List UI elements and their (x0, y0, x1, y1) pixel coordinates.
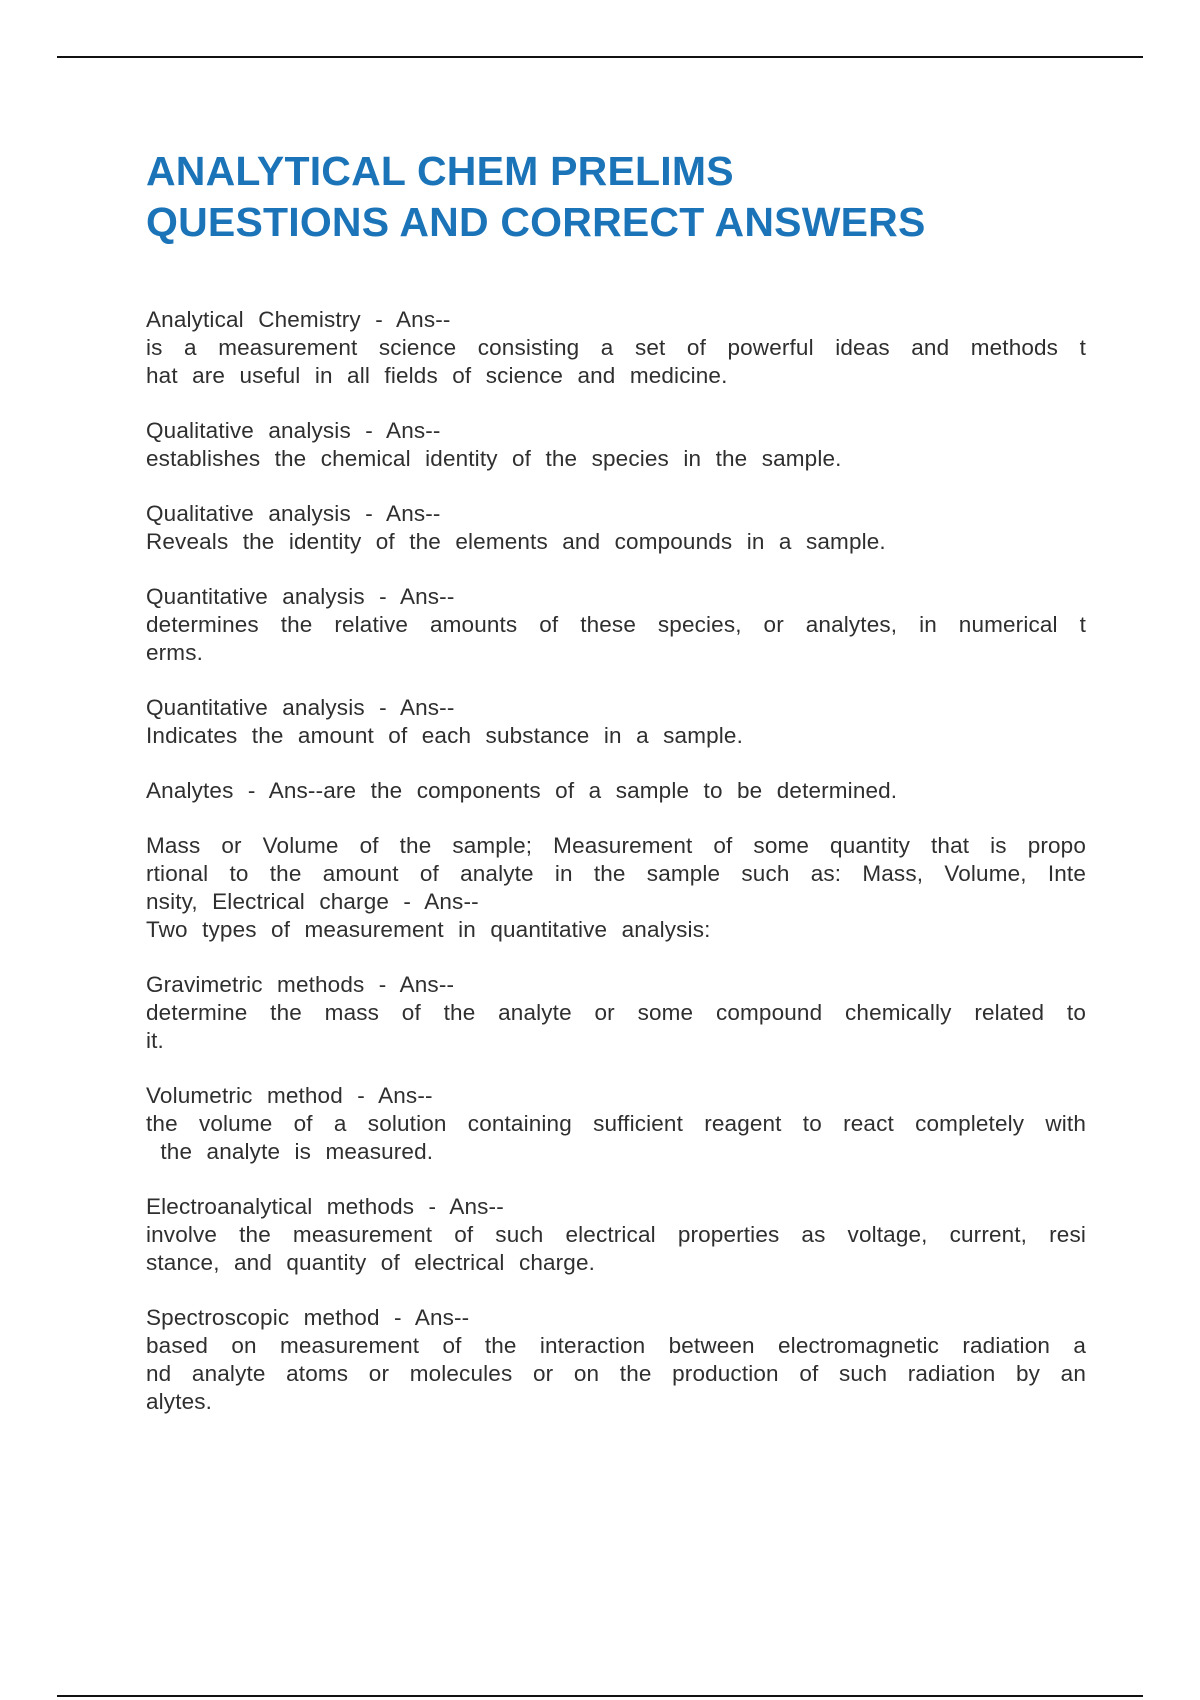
qa-line: determines the relative amounts of these species, or analytes, in numerical t (146, 612, 1086, 637)
qa-line: nd analyte atoms or molecules or on the production of such radiation by an (146, 1361, 1086, 1386)
qa-line: Quantitative analysis - Ans-- (146, 695, 455, 720)
footer-rule (57, 1695, 1143, 1697)
title-line: ANALYTICAL CHEM PRELIMS (146, 148, 734, 194)
qa-line: Qualitative analysis - Ans-- (146, 418, 441, 443)
qa-line: the analyte is measured. (146, 1139, 434, 1164)
qa-line: involve the measurement of such electrical properties as voltage, current, resi (146, 1222, 1086, 1247)
qa-entry (146, 777, 1086, 805)
qa-line: Mass or Volume of the sample; Measurement of some quantity that is propo (146, 833, 1086, 858)
qa-entry (146, 417, 1086, 473)
qa-line: erms. (146, 640, 203, 665)
title-line: QUESTIONS AND CORRECT ANSWERS (146, 199, 926, 245)
qa-line: determine the mass of the analyte or some compound chemically related to (146, 1000, 1086, 1025)
qa-entry (146, 1193, 1086, 1277)
qa-line: Gravimetric methods - Ans-- (146, 972, 455, 997)
qa-line: stance, and quantity of electrical charge. (146, 1250, 596, 1275)
qa-line: Volumetric method - Ans-- (146, 1083, 433, 1108)
qa-entry (146, 971, 1086, 1055)
qa-line: the volume of a solution containing sufficient reagent to react completely with (146, 1111, 1086, 1136)
document-body (146, 146, 1086, 1443)
qa-line: Analytical Chemistry - Ans-- (146, 307, 451, 332)
qa-entry (146, 1082, 1086, 1166)
qa-line: establishes the chemical identity of the species in the sample. (146, 446, 842, 471)
qa-line: it. (146, 1028, 164, 1053)
qa-line: Qualitative analysis - Ans-- (146, 501, 441, 526)
qa-entry (146, 500, 1086, 556)
qa-line: Reveals the identity of the elements and compounds in a sample. (146, 529, 886, 554)
qa-entry (146, 583, 1086, 667)
qa-line: Spectroscopic method - Ans-- (146, 1305, 470, 1330)
qa-line: hat are useful in all fields of science and medicine. (146, 363, 728, 388)
qa-line: based on measurement of the interaction between electromagnetic radiation a (146, 1333, 1086, 1358)
qa-entry (146, 694, 1086, 750)
document-title (146, 146, 1086, 248)
qa-line: rtional to the amount of analyte in the sample such as: Mass, Volume, Inte (146, 861, 1086, 886)
qa-line: nsity, Electrical charge - Ans-- (146, 889, 479, 914)
qa-line: Electroanalytical methods - Ans-- (146, 1194, 504, 1219)
qa-line: Indicates the amount of each substance in a sample. (146, 723, 743, 748)
qa-line: Two types of measurement in quantitative analysis: (146, 917, 711, 942)
qa-entry (146, 1304, 1086, 1416)
qa-entry (146, 832, 1086, 944)
qa-line: Analytes - Ans--are the components of a sample to be determined. (146, 778, 898, 803)
qa-list (146, 306, 1086, 1416)
qa-line: alytes. (146, 1389, 213, 1414)
qa-entry (146, 306, 1086, 390)
qa-line: Quantitative analysis - Ans-- (146, 584, 455, 609)
qa-line: is a measurement science consisting a set of powerful ideas and methods t (146, 335, 1086, 360)
header-rule (57, 56, 1143, 58)
